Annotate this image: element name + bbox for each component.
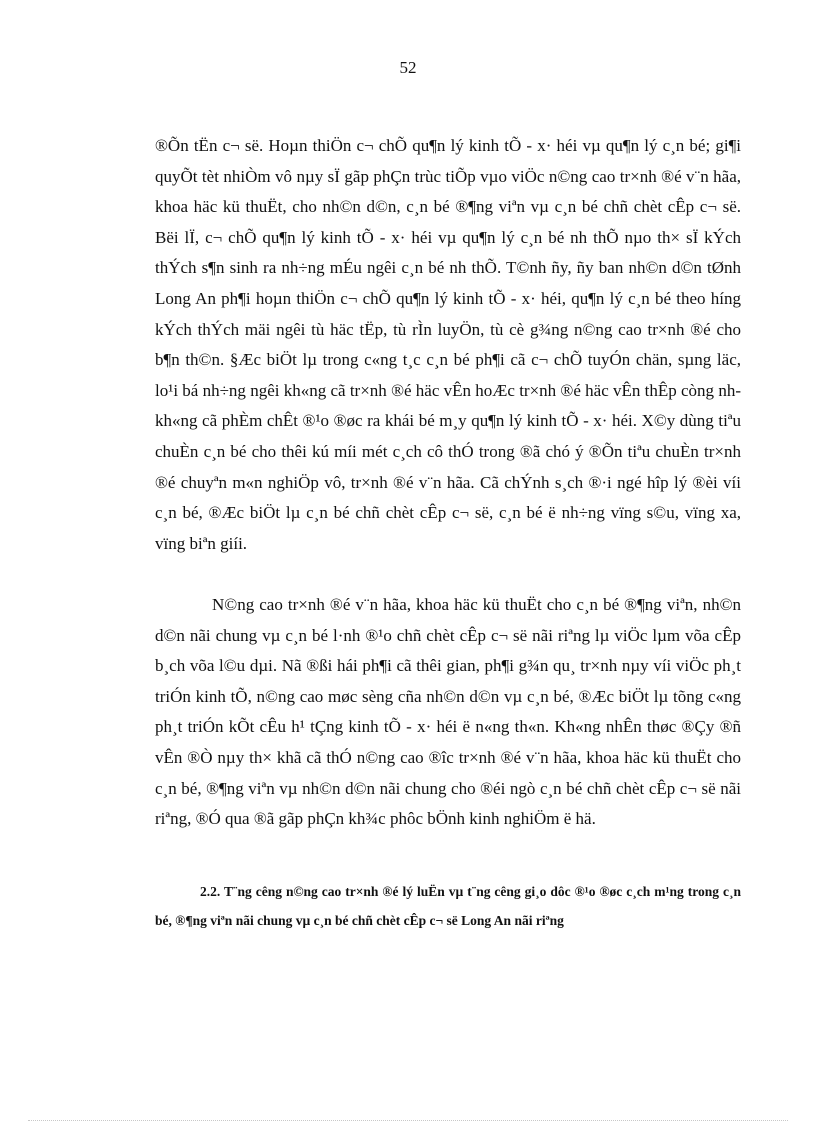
page-number: 52 [399, 58, 417, 77]
section-heading: 2.2. T¨ng cêng n©ng cao tr×nh ®é lý luËn vµ t¨ng cêng gi¸o dôc ®¹o ®øc c¸ch m¹ng trong c¸n bé, ®¶ng viªn nãi chung vµ c¸n bé chñ chèt cÊp c¬ së Long An nãi riªng [155, 884, 741, 928]
body-paragraph-1: ®Õn tËn c¬ së. Hoµn thiÖn c¬ chÕ qu¶n lý kinh tÕ - x· héi vµ qu¶n lý c¸n bé; gi¶i quyÕt tèt nhiÒm vô nµy sÏ gãp phÇn trùc tiÕp vµo viÖc n©ng cao tr×nh ®é v¨n hãa, khoa häc kü thuËt, cho nh©n d©n, c¸n bé ®¶ng viªn vµ c¸n bé chñ chèt cÊp c¬ së. Bëi lÏ, c¬ chÕ qu¶n lý kinh tÕ - x· héi vµ qu¶n lý c¸n bé nh thÕ nµo th× sÏ kÝch thÝch s¶n sinh ra nh÷ng mÉu ngêi c¸n bé nh thÕ. T©nh ñy, ñy ban nh©n d©n tØnh Long An ph¶i hoµn thiÖn c¬ chÕ qu¶n lý kinh tÕ - x· héi, qu¶n lý c¸n bé theo híng kÝch thÝch mäi ngêi tù häc tËp, tù rÌn luyÖn, tù cè g¾ng n©ng cao tr×nh ®é cho b¶n th©n. §Æc biÖt lµ trong c«ng t¸c c¸n bé ph¶i cã c¬ chÕ tuyÓn chän, sµng läc, lo¹i bá nh÷ng ngêi kh«ng cã tr×nh ®é häc vÊn hoÆc tr×nh ®é häc vÊn thÊp còng nh kh«ng cã phÈm chÊt ®¹o ®øc ra khái bé m¸y qu¶n lý kinh tÕ - x· héi. X©y dùng tiªu chuÈn c¸n bé cho thêi kú míi mét c¸ch cô thÓ trong ®ã chó ý ®Õn tiªu chuÈn tr×nh ®é chuyªn m«n nghiÖp vô, tr×nh ®é v¨n hãa. Cã chÝnh s¸ch ®·i ngé hîp lý ®èi víi c¸n bé, ®Æc biÖt lµ c¸n bé chñ chèt cÊp c¬ së, c¸n bé ë nh÷ng vïng s©u, vïng xa, vïng biªn giíi. [155, 136, 741, 553]
page-bottom-divider [28, 1120, 788, 1121]
body-paragraph-2: N©ng cao tr×nh ®é v¨n hãa, khoa häc kü thuËt cho c¸n bé ®¶ng viªn, nh©n d©n nãi chung vµ c¸n bé l·nh ®¹o chñ chèt cÊp c¬ së nãi riªng lµ viÖc lµm võa cÊp b¸ch võa l©u dµi. Nã ®ßi hái ph¶i cã thêi gian, ph¶i g¾n qu¸ tr×nh nµy víi viÖc ph¸t triÓn kinh tÕ, n©ng cao møc sèng cña nh©n d©n vµ c¸n bé, ®Æc biÖt lµ tõng c«ng ph¸t triÓn kÕt cÊu h¹ tÇng kinh tÕ - x· héi ë n«ng th«n. Kh«ng nhÊn thøc ®Çy ®ñ vÊn ®Ò nµy th× khã cã thÓ n©ng cao ®îc tr×nh ®é v¨n hãa, khoa häc kü thuËt cho c¸n bé, ®¶ng viªn vµ nh©n d©n nãi chung cho ®éi ngò c¸n bé chñ chèt cÊp c¬ së nãi riªng, ®Ó qua ®ã gãp phÇn kh¾c phôc bÖnh kinh nghiÖm ë hä. [155, 595, 741, 829]
